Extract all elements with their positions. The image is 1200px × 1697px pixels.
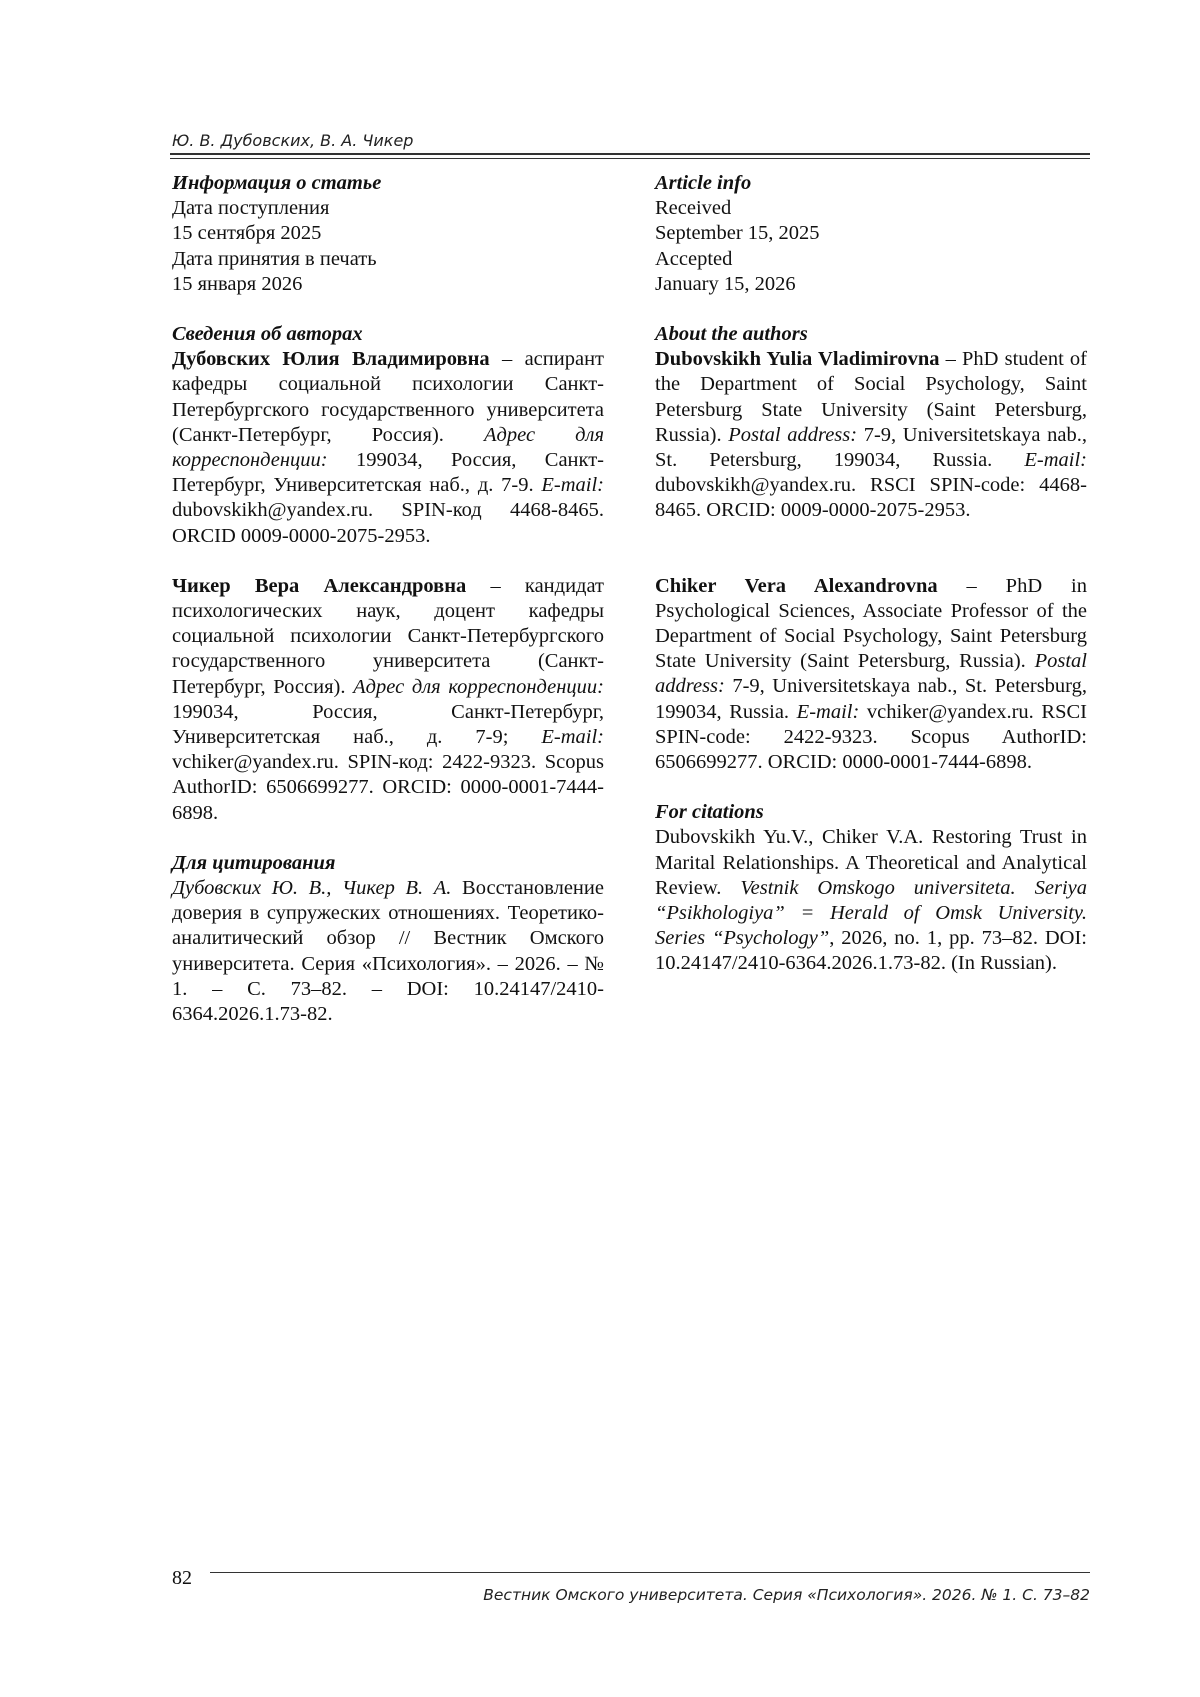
citation-text-en xyxy=(655,825,1087,976)
author1-affil-en: – PhD student of the Department of Social Psychology, Saint Petersburg State University (Saint Petersburg, Russia). xyxy=(655,348,1087,446)
author2-addr-label-en: Postal address: xyxy=(655,650,1087,698)
header-rule xyxy=(170,153,1090,159)
received-date-en: September 15, 2025 xyxy=(655,222,820,245)
author1-email-label-en: E-mail: xyxy=(1024,449,1087,472)
author2-affil-en: – PhD in Psychological Sciences, Associate Professor of the Department of Social Psychology, Saint Petersburg State University (Saint Petersburg, Russia). xyxy=(655,574,1087,673)
author1-addr-ru: 199034, Россия, Санкт-Петербург, Университетская наб., д. 7-9. xyxy=(172,449,604,497)
author2-email-label-ru: E-mail: xyxy=(541,726,604,749)
citation-title-en: For citations xyxy=(655,801,764,824)
article-info-title-en: Article info xyxy=(655,172,752,194)
author2-email-label-en: E-mail: xyxy=(796,700,860,723)
author2-addr-en: 7-9, Universitetskaya nab., St. Petersburg, 199034, Russia. xyxy=(655,675,1087,723)
received-label-en: Received xyxy=(655,197,732,220)
author1-addr-label-ru: Адрес для корреспонденции: xyxy=(172,423,604,472)
author2-section-en xyxy=(655,574,1087,776)
authors-title-en: About the authors xyxy=(655,323,808,346)
received-date-ru: 15 сентября 2025 xyxy=(172,222,322,245)
article-info-title-ru: Информация о статье xyxy=(172,172,382,194)
article-info-ru xyxy=(172,171,604,297)
author2-ids-en: vchiker@yandex.ru. RSCI SPIN-code: 2422-9323. Scopus AuthorID: 6506699277. ORCID: 0000-0001-7444-6898. xyxy=(655,700,1087,774)
page-number: 82 xyxy=(172,1567,192,1589)
authors-title-ru: Сведения об авторах xyxy=(172,323,363,346)
authors-en xyxy=(655,322,1087,524)
authors-ru xyxy=(172,322,604,549)
author2-addr-label-ru: Адрес для корреспонденции: xyxy=(353,675,604,698)
author1-ru xyxy=(172,347,604,549)
author2-ids-ru: vchiker@yandex.ru. SPIN-код: 2422-9323. Scopus AuthorID: 6506699277. ORCID: 0000-0001-7444-6898. xyxy=(172,751,604,824)
author1-en xyxy=(655,347,1087,523)
citation-body-ru: Восстановление доверия в супружеских отношениях. Теоретико-аналитический обзор // Вестник Омского университета. Серия «Психология». – 2026. – № 1. – С. 73–82. – DOI: 10.24147/2410-6364.2026.1.73-82. xyxy=(172,877,604,1026)
author2-section-ru xyxy=(172,574,604,826)
citation-authors-ru: Дубовских Ю. В., Чикер В. А. xyxy=(172,877,452,900)
author1-email-label-ru: E-mail: xyxy=(541,474,604,497)
received-label-ru: Дата поступления xyxy=(172,197,330,220)
english-column xyxy=(655,171,1087,1002)
accepted-label-ru: Дата принятия в печать xyxy=(172,247,377,270)
running-head: Ю. В. Дубовских, В. А. Чикер xyxy=(172,131,414,150)
citation-body-en: Dubovskikh Yu.V., Chiker V.A. Restoring Trust in Marital Relationships. A Theoretical and Analytical Review. xyxy=(655,826,1087,899)
author2-ru xyxy=(172,574,604,826)
accepted-date-ru: 15 января 2026 xyxy=(172,272,303,295)
author1-affil-ru: – аспирант кафедры социальной психологии Санкт-Петербургского государственного университета (Санкт-Петербург, Россия). xyxy=(172,348,605,446)
author2-addr-ru: 199034, Россия, Санкт-Петербург, Университетская наб., д. 7-9; xyxy=(172,700,604,749)
author2-en xyxy=(655,574,1087,776)
citation-en xyxy=(655,800,1087,976)
author1-name-en: Dubovskikh Yulia Vladimirovna xyxy=(655,348,940,371)
author2-name-ru: Чикер Вера Александровна xyxy=(172,574,467,597)
author2-affil-ru: – кандидат психологических наук, доцент кафедры социальной психологии Санкт-Петербургского государственного университета (Санкт-Петербург, Россия). xyxy=(172,574,605,698)
author1-name-ru: Дубовских Юлия Владимировна xyxy=(172,348,490,371)
footer-rule xyxy=(210,1572,1090,1573)
footer-journal: Вестник Омского университета. Серия «Психология». 2026. № 1. С. 73–82 xyxy=(483,1586,1090,1604)
author1-addr-label-en: Postal address: xyxy=(728,423,858,446)
accepted-date-en: January 15, 2026 xyxy=(655,272,796,295)
article-info-en xyxy=(655,171,1087,297)
author1-ids-en: dubovskikh@yandex.ru. RSCI SPIN-code: 4468-8465. ORCID: 0009-0000-2075-2953. xyxy=(655,474,1087,522)
citation-title-ru: Для цитирования xyxy=(172,851,336,874)
author2-name-en: Chiker Vera Alexandrovna xyxy=(655,574,938,597)
author1-ids-ru: dubovskikh@yandex.ru. SPIN-код 4468-8465. ORCID 0009-0000-2075-2953. xyxy=(172,499,604,547)
citation-ru xyxy=(172,851,604,1027)
citation-journal-en: Vestnik Omskogo universiteta. Seriya “Psikhologiya” = Herald of Omsk University. Series “Psychology” xyxy=(655,876,1087,950)
russian-column xyxy=(172,171,604,1052)
citation-tail-en: , 2026, no. 1, pp. 73–82. DOI: 10.24147/2410-6364.2026.1.73-82. (In Russian). xyxy=(655,927,1087,975)
citation-text-ru xyxy=(172,876,604,1027)
accepted-label-en: Accepted xyxy=(655,247,733,270)
author1-addr-en: 7-9, Universitetskaya nab., St. Petersburg, 199034, Russia. xyxy=(655,423,1087,472)
